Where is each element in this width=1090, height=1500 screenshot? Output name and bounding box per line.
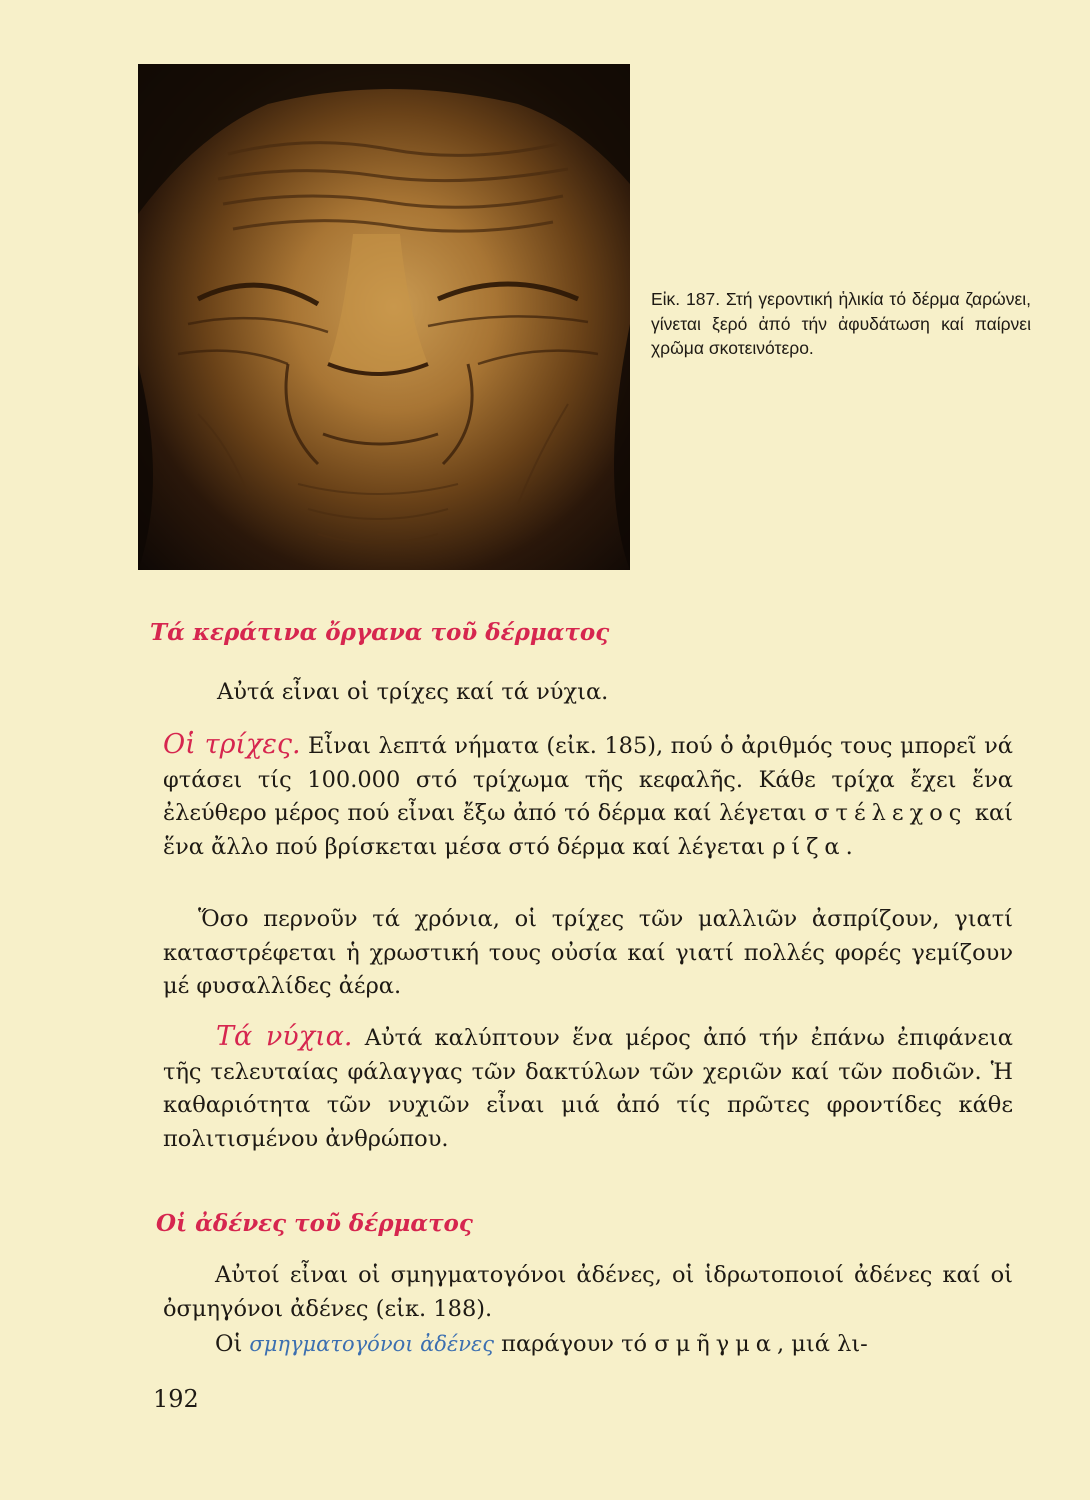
hair-text-b: καί ἕνα ἄλλο πού βρίσκεται μέσα στό δέρμα καί λέγεται	[163, 800, 1013, 860]
hair-lead-term: Οἱ τρίχες.	[163, 729, 301, 760]
hair-aging-paragraph: Ὅσο περνοῦν τά χρόνια, οἱ τρίχες τῶν μαλλιῶν ἀσπρίζουν, γιατί καταστρέφεται ἡ χρωστική τους οὐσία καί γιατί πολλές φορές γεμίζουν μέ φυσαλλίδες ἀέρα.	[163, 906, 1013, 999]
sebaceous-glands-term: σμηγματογόνοι ἀδένες	[249, 1332, 495, 1356]
section-heading-skin-glands: Οἱ ἀδένες τοῦ δέρματος	[156, 1210, 473, 1237]
glands-intro-paragraph: Αὐτοί εἶναι οἱ σμηγματογόνοι ἀδένες, οἱ ἱδρωτοποιοί ἀδένες καί οἱ ὀσμηγόνοι ἀδένες (εἰκ. 188).	[163, 1262, 1013, 1322]
hair-paragraph	[163, 728, 1013, 864]
keratin-intro-paragraph: Αὐτά εἶναι οἱ τρίχες καί τά νύχια.	[217, 679, 609, 705]
nails-paragraph	[163, 1020, 1013, 1156]
stem-term: στέλεχος	[814, 800, 968, 826]
sebaceous-text-mid: παράγουν τό	[494, 1331, 655, 1357]
sebum-term: σμῆγμα	[654, 1331, 777, 1357]
nails-text: Αὐτά καλύπτουν ἕνα μέρος ἀπό τήν ἐπάνω ἐπιφάνεια τῆς τελευταίας φάλαγγας τῶν δακτύλων τῶν χεριῶν καί τῶν ποδιῶν. Ἡ καθαριότητα τῶν νυχιῶν εἶναι μιά ἀπό τίς πρῶτες φροντίδες κάθε πολιτισμένου ἀνθρώπου.	[163, 1025, 1013, 1152]
sebaceous-glands-paragraph	[163, 1328, 1013, 1362]
page-number: 192	[153, 1385, 199, 1413]
elderly-face-photo	[138, 64, 630, 570]
sebaceous-text-end: , μιά λι-	[776, 1331, 868, 1357]
root-term: ρίζα	[772, 833, 846, 860]
figure-caption: Εἰκ. 187. Στή γεροντική ἡλικία τό δέρμα ζαρώνει, γίνεται ξερό ἀπό τήν ἀφυδάτωση καί παίρνει χρῶμα σκοτεινότερο.	[651, 289, 1031, 358]
hair-text-c: .	[845, 833, 853, 860]
nails-lead-term: Τά νύχια.	[216, 1021, 353, 1052]
sebaceous-text-start: Οἱ	[215, 1331, 250, 1357]
section-heading-keratin-organs: Τά κεράτινα ὄργανα τοῦ δέρματος	[150, 619, 610, 646]
hair-text-a: Εἶναι λεπτά νήματα (εἰκ. 185), πού ὁ ἀριθμός τους μπορεῖ νά φτάσει τίς 100.000 στό τρίχωμα τῆς κεφαλῆς. Κάθε τρίχα ἔχει ἕνα ἐλεύθερο μέρος πού εἶναι ἔξω ἀπό τό δέρμα καί λέγεται	[163, 733, 1013, 826]
